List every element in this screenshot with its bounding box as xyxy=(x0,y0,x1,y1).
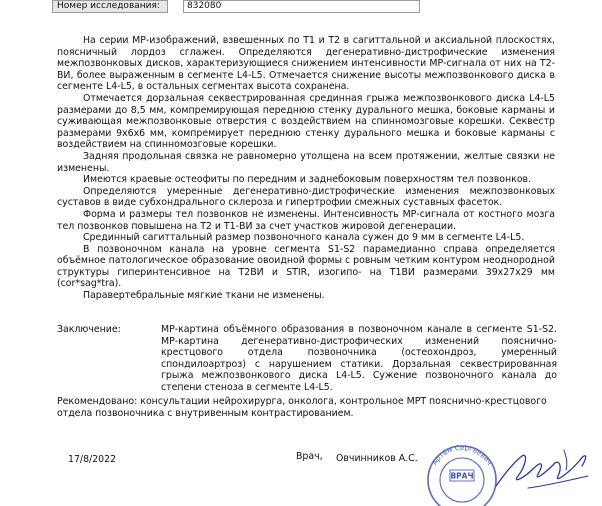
findings-paragraph: Отмечается дорзальная секвестрированная срединная грыжа межпозвонкового диска L4-L5 размерами до 8,5 мм, компремирующая переднюю стенку дурального мешка, боковые карманы и суживающая межпозвонковые отверстия с воздействием на спинномозговые корешки. Секвестр размерами 9х6х6 мм, компремирует переднюю стенку дурального мешка и боковые карманы с воздействием на спинномозговые корешки. xyxy=(57,92,555,151)
study-number-row xyxy=(0,0,602,12)
recommendation: Рекомендовано: консультации нейрохирурга, онколога, контрольное МРТ пояснично-крестцового отдела позвоночника с внутривенным контрастированием. xyxy=(57,396,547,419)
doctor-name: Овчинников А.С. xyxy=(336,453,418,464)
findings-section xyxy=(57,35,555,302)
study-number-value: 832080 xyxy=(183,0,420,13)
stamp-label: ВРАЧ xyxy=(450,471,474,481)
findings-paragraph: Паравертебральные мягкие ткани не изменены. xyxy=(83,290,325,302)
svg-text:Артём Сергеевич xyxy=(431,444,494,467)
conclusion-label: Заключение: xyxy=(57,324,121,335)
study-number-label: Номер исследования: xyxy=(52,0,168,13)
findings-paragraph: На серии МР-изображений, взвешенных по Т1 и Т2 в сагиттальной и аксиальной плоскостях, поясничный лордоз сглажен. Определяются дегенеративно-дистрофические изменения межпозвонковых дисков, характеризующиеся снижением интенсивности МР-сигнала от них на Т2-ВИ, более выраженным в сегменте L4-L5. Отмечается снижение высоты межпозвонкового диска в сегменте L4-L5, в остальных сегментах высота сохранена. xyxy=(57,35,555,93)
findings-paragraph: Задняя продольная связка не равномерно утолщена на всем протяжении, желтые связки не изменены. xyxy=(57,150,555,174)
doctor-role: Врач, xyxy=(296,451,323,462)
findings-paragraph: Срединный сагиттальный размер позвоночного канала сужен до 9 мм в сегменте L4-L5. xyxy=(83,232,525,244)
report-date: 17/8/2022 xyxy=(68,454,117,465)
findings-paragraph: Имеются краевые остеофиты по передним и заднебоковым поверхностям тел позвонков. xyxy=(83,174,532,186)
findings-paragraph: Определяются умеренные дегенеративно-дистрофические изменения межпозвонковых суставов в виде субхондрального склероза и гипертрофии смежных суставных фасеток. xyxy=(57,185,555,209)
signature-footer xyxy=(0,440,602,500)
stamp-arc-text: Артём Сергеевич xyxy=(430,443,494,467)
conclusion-text: МР-картина объёмного образования в позвоночном канале в сегменте S1-S2. МР-картина дегенеративно-дистрофических изменений пояснично-крестцового отдела позвоночника (остеохондроз, умеренный спондилоартроз) с нарушением статики. Дорзальная секвестрированная грыжа межпозвонкового диска L4-L5. Сужение позвоночного канала до степени стеноза в сегменте L4-L5. xyxy=(161,324,557,393)
handwritten-signature xyxy=(488,442,598,498)
findings-paragraph: В позвоночном канала на уровне сегмента S1-S2 парамедианно справа определяется объёмное патологическое образование овоидной формы с ровным четким контуром неоднородной структуры гиперинтенсивное на Т2ВИ и STIR, изогипо- на Т1ВИ размерами 39х27х29 мм (cor*sag*tra). xyxy=(57,243,555,290)
findings-paragraph: Форма и размеры тел позвонков не изменены. Интенсивность МР-сигнала от костного мозга тел позвонков повышена на Т2 и Т1-ВИ за счет участков жировой дегенерации. xyxy=(57,208,555,232)
